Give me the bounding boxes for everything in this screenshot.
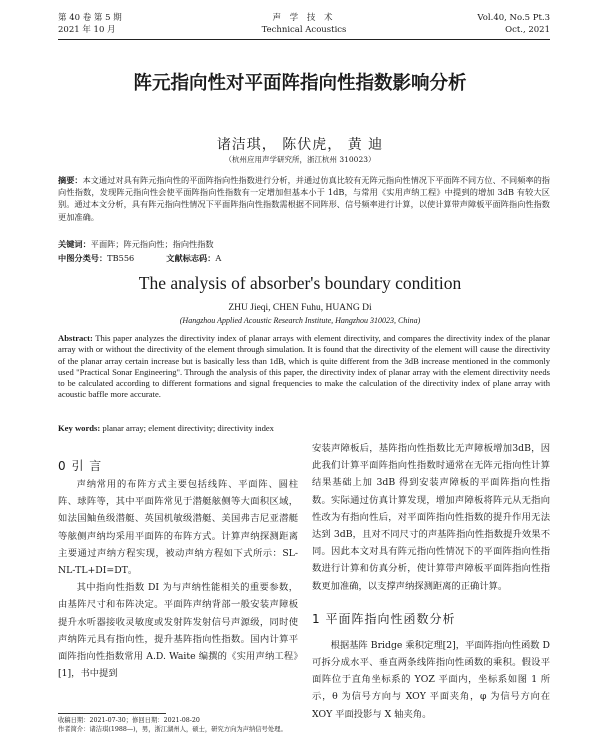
clc-value: TB556 bbox=[107, 253, 135, 263]
abstract-cn-label: 摘要： bbox=[58, 175, 83, 185]
footnote bbox=[58, 716, 298, 734]
right-column-paragraph: 安装声障板后，基阵指向性指数比无声障板增加3dB，因此我们计算平面阵指向性指数时通常在无阵元指向性计算结果基础上加 3dB 得到安装声障板的平面阵指向性指数。实际通过仿真计算发现，增加声障板将阵元从无指向性改为有指向性后，对平面阵指向性指数的提升作用无法达到 3dB，且对不同尺寸的声基阵指向性指数提升效果不同。因此本文对具有阵元指向性情况下的平面阵指向性指数进行计算和仿真分析，使计算带声障板平面阵指向性指数更加准确，以支撑声纳探测距离的正确计算。 bbox=[312, 443, 550, 592]
header-date-en: Oct., 2021 bbox=[505, 25, 550, 35]
header-date-cn: 2021 年 10 月 bbox=[58, 25, 116, 35]
authors-en: ZHU Jieqi, CHEN Fuhu, HUANG Di bbox=[228, 303, 372, 313]
footnote-author-bio: 作者简介：诸洁琪(1988—)，男，浙江湖州人，硕士，研究方向为声纳信号处理。 bbox=[58, 726, 287, 733]
section-1-paragraph: 根据基阵 Bridge 乘积定理[2]，平面阵指向性函数 D 可拆分成水平、垂直两条线阵指向性函数的乘积。假设平面阵位于直角坐标系的 YOZ 平面内，坐标系如图 1 所示，θ 为信号方向与 XOY 平面夹角，φ 为信号方向在 XOY 平面投影与 X 轴夹角。 bbox=[312, 639, 550, 720]
header-volume-cn: 第 40 卷 第 5 期 bbox=[58, 13, 122, 23]
affiliation-cn: （杭州应用声学研究所，浙江杭州 310023） bbox=[224, 155, 376, 164]
header-journal-en: Technical Acoustics bbox=[261, 25, 347, 35]
title-cn: 阵元指向性对平面阵指向性指数影响分析 bbox=[133, 73, 467, 94]
keywords-en-label: Key words: bbox=[58, 423, 101, 433]
header-right bbox=[477, 12, 550, 36]
doc-code-value: A bbox=[215, 253, 222, 263]
abstract-cn bbox=[58, 174, 550, 223]
abstract-en-text: This paper analyzes the directivity index of planar arrays with element directivity, and compares the directivity index of the planar array with or without the directivity of the element through simulation. It is found that the directivity of the element will cause the directivity of the planar array certain increase but is basically less than 1dB, which is quite different from the 3dB increase mentioned in the commonly used "Practical Sonar Engineering". Through the analysis of this paper, the directivity index of planar array with the element directivity needs to be calculated according to different formations and signal frequencies to make the calculation of the directivity index of plane array with acoustic baffle more accurate. bbox=[58, 333, 551, 400]
section-0-paragraph-2: 其中指向性指数 DI 为与声纳性能相关的重要参数，由基阵尺寸和布阵决定。平面阵声纳背部一般安装声障板提升水听器接收灵敏度或发射阵发射信号声源级，同时使声纳阵元具有指向性，提升基阵指向性指数。国内计算平面阵指向性指数常用 A.D. Waite 编撰的《实用声纳工程》[1]，书中提到 bbox=[58, 582, 298, 680]
footnote-rule bbox=[58, 713, 166, 714]
keywords-en-text: planar array; element directivity; directivity index bbox=[102, 423, 274, 433]
keywords-en bbox=[58, 423, 550, 434]
section-1-heading: 1 平面阵指向性函数分析 bbox=[312, 611, 456, 626]
affiliation-en: (Hangzhou Applied Acoustic Research Institute, Hangzhou 310023, China) bbox=[179, 316, 421, 325]
section-0-heading: 0 引 言 bbox=[58, 459, 103, 473]
header-journal-cn: 声 学 技 术 bbox=[272, 13, 336, 23]
abstract-en-label: Abstract: bbox=[58, 333, 93, 343]
header-rule bbox=[58, 39, 550, 40]
clc-label: 中图分类号： bbox=[58, 253, 108, 263]
footnote-dates: 收稿日期：2021-07-30；修回日期：2021-08-20 bbox=[58, 717, 200, 724]
body-left-column bbox=[58, 456, 298, 682]
keywords-cn-text: 平面阵；阵元指向性；指向性指数 bbox=[90, 239, 214, 249]
running-header bbox=[58, 12, 550, 38]
title-en: The analysis of absorber's boundary condition bbox=[138, 273, 462, 293]
header-volume-en: Vol.40, No.5 Pt.3 bbox=[477, 13, 550, 23]
classification-cn bbox=[58, 252, 550, 264]
abstract-en bbox=[58, 333, 550, 401]
section-0-paragraph-1: 声纳常用的布阵方式主要包括线阵、平面阵、圆柱阵、球阵等，其中平面阵常见于潜艇舷侧等大面积区域，如法国鲉鱼级潜艇、英国机敏级潜艇、美国弗吉尼亚潜艇等舷侧声纳均采用平面阵的布阵方式。计算声纳探测距离主要通过声纳方程实现，被动声纳方程如下式所示：SL-NL-TL+DI=DT。 bbox=[58, 479, 298, 577]
keywords-cn bbox=[58, 238, 550, 250]
authors-cn: 诸洁琪， 陈伏虎， 黄 迪 bbox=[216, 137, 384, 153]
keywords-cn-label: 关键词： bbox=[58, 239, 91, 249]
abstract-cn-text: 本文通过对具有阵元指向性的平面阵指向性指数进行分析，并通过仿真比较有无阵元指向性情况下平面阵不同方位、不同频率的指向性指数，发现阵元指向性会使平面阵指向性指数有一定增加但基本小于 1dB，与常用《实用声纳工程》中提到的增加 3dB 有较大区别。通过本文分析，具有阵元指向性情况下平面阵指向性指数需根据不同阵形、信号频率进行计算，以使计算带声障板平面阵指向性指数更加准确。 bbox=[58, 175, 550, 222]
body-right-column bbox=[312, 440, 550, 723]
doc-code-label: 文献标志码： bbox=[166, 253, 216, 263]
